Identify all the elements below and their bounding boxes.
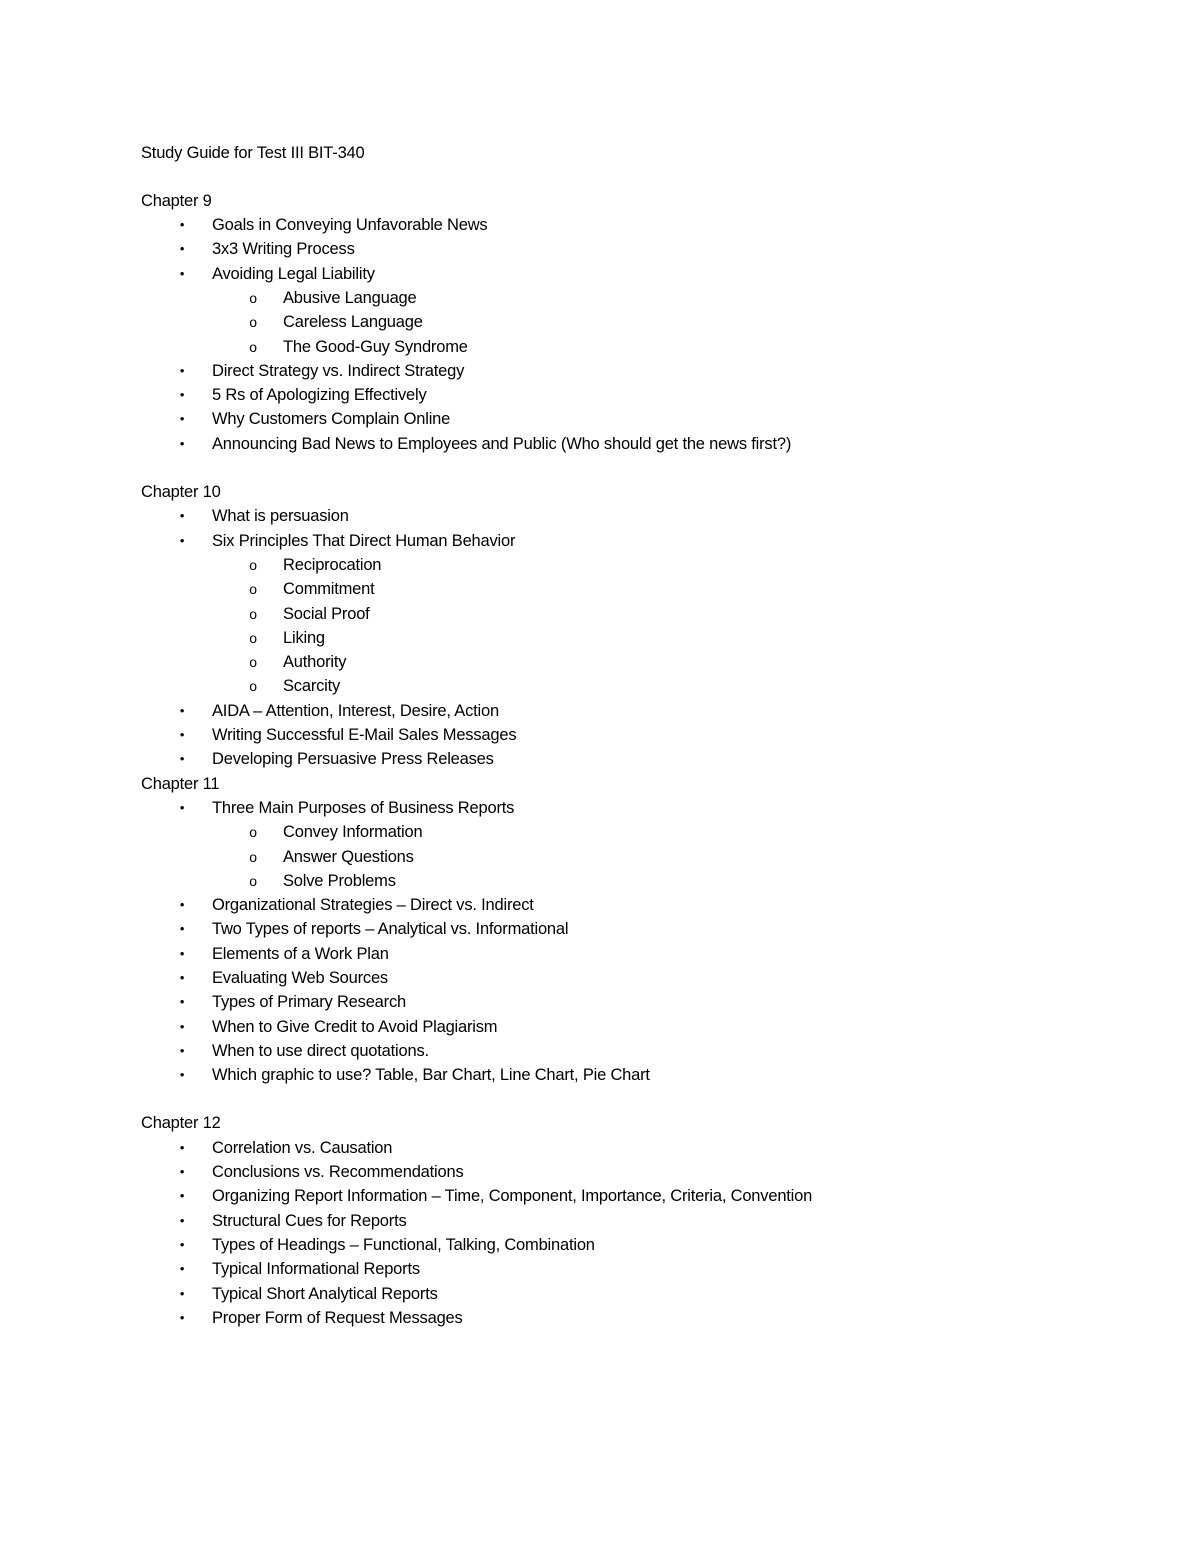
bullet-icon: • — [179, 1188, 185, 1204]
subtopic-item — [212, 820, 1101, 844]
topic-text: Goals in Conveying Unfavorable News — [212, 216, 488, 235]
topic-item — [141, 723, 1101, 747]
topic-item — [141, 1015, 1101, 1039]
subtopic-list — [212, 286, 1101, 359]
subtopic-list — [212, 553, 1101, 699]
chapter-heading: Chapter 12 — [141, 1114, 221, 1133]
topic-text: Evaluating Web Sources — [212, 969, 388, 987]
topic-item — [141, 432, 1101, 456]
topic-item — [141, 504, 1101, 528]
bullet-icon: • — [179, 751, 185, 767]
topic-text: Direct Strategy vs. Indirect Strategy — [212, 361, 465, 380]
bullet-icon: • — [179, 1164, 185, 1180]
bullet-icon: • — [179, 1261, 185, 1277]
bullet-icon: • — [179, 702, 185, 718]
topic-item — [141, 942, 1101, 966]
topic-text: Correlation vs. Causation — [212, 1138, 393, 1157]
topic-text: Elements of a Work Plan — [212, 944, 389, 963]
topic-text: Types of Headings – Functional, Talking, Combination — [212, 1235, 595, 1254]
topic-text: Writing Successful E-Mail Sales Messages — [212, 726, 517, 745]
topic-text: What is persuasion — [212, 507, 349, 526]
bullet-icon: • — [179, 897, 185, 913]
subtopic-text: Liking — [283, 628, 325, 647]
chapter-heading: Chapter 9 — [141, 191, 212, 210]
subtopic-list — [212, 820, 1101, 893]
document-page — [141, 141, 1101, 1330]
topic-list — [141, 1136, 1101, 1330]
topic-text: Organizing Report Information – Time, Component, Importance, Criteria, Convention — [212, 1187, 813, 1206]
topic-text: Proper Form of Request Messages — [212, 1308, 463, 1327]
subtopic-item — [212, 310, 1101, 334]
subtopic-text: Social Proof — [283, 604, 370, 623]
topic-text: Types of Primary Research — [212, 993, 406, 1012]
hollow-bullet-icon: o — [249, 678, 257, 695]
bullet-icon: • — [179, 508, 185, 524]
topic-text: When to use direct quotations. — [212, 1041, 429, 1060]
topic-item — [141, 1233, 1101, 1257]
topic-item — [141, 747, 1101, 771]
bullet-icon: • — [179, 241, 185, 257]
topic-text: AIDA – Attention, Interest, Desire, Action — [212, 701, 499, 720]
subtopic-text: The Good-Guy Syndrome — [283, 337, 468, 356]
topic-item — [141, 1039, 1101, 1063]
subtopic-item — [212, 577, 1101, 601]
topic-item — [141, 990, 1101, 1014]
subtopic-item — [212, 602, 1101, 626]
chapter-section — [141, 189, 1101, 456]
subtopic-text: Scarcity — [283, 677, 341, 696]
topic-list — [141, 213, 1101, 456]
bullet-icon: • — [179, 1042, 185, 1058]
bullet-icon: • — [179, 411, 185, 427]
bullet-icon: • — [179, 265, 185, 281]
subtopic-item — [212, 286, 1101, 310]
topic-text: 5 Rs of Apologizing Effectively — [212, 386, 427, 405]
hollow-bullet-icon: o — [249, 872, 257, 889]
topic-item — [141, 1160, 1101, 1184]
chapter-heading: Chapter 11 — [141, 774, 220, 793]
bullet-icon: • — [179, 970, 185, 985]
hollow-bullet-icon: o — [249, 654, 257, 671]
subtopic-text: Solve Problems — [283, 871, 396, 890]
subtopic-item — [212, 553, 1101, 577]
hollow-bullet-icon: o — [249, 824, 257, 841]
topic-text: Organizational Strategies – Direct vs. Indirect — [212, 896, 534, 915]
topic-text: Which graphic to use? Table, Bar Chart, Line Chart, Pie Chart — [212, 1066, 650, 1085]
bullet-icon: • — [179, 799, 185, 815]
topic-item — [141, 529, 1101, 699]
topic-item — [141, 407, 1101, 431]
topic-text: Two Types of reports – Analytical vs. Informational — [212, 920, 569, 939]
subtopic-item — [212, 869, 1101, 893]
bullet-icon: • — [179, 1309, 185, 1325]
subtopic-text: Abusive Language — [283, 288, 417, 307]
hollow-bullet-icon: o — [249, 629, 257, 646]
subtopic-text: Convey Information — [283, 823, 423, 842]
topic-item — [141, 796, 1101, 893]
bullet-icon: • — [179, 362, 185, 378]
topic-text: Why Customers Complain Online — [212, 410, 451, 429]
hollow-bullet-icon: o — [249, 338, 257, 355]
bullet-icon: • — [179, 1236, 185, 1252]
topic-item — [141, 1282, 1101, 1306]
bullet-icon: • — [179, 994, 185, 1010]
hollow-bullet-icon: o — [249, 289, 257, 306]
topic-text: Three Main Purposes of Business Reports — [212, 798, 515, 817]
topic-item — [141, 1306, 1101, 1330]
subtopic-text: Reciprocation — [283, 555, 382, 574]
bullet-icon: • — [179, 727, 185, 743]
bullet-icon: • — [179, 1018, 185, 1034]
subtopic-text: Authority — [283, 653, 347, 672]
hollow-bullet-icon: o — [249, 605, 257, 622]
topic-item — [141, 262, 1101, 359]
topic-item — [141, 237, 1101, 261]
bullet-icon: • — [179, 945, 185, 961]
topic-text: Announcing Bad News to Employees and Public (Who should get the news first?) — [212, 434, 792, 453]
topic-text: Typical Informational Reports — [212, 1260, 420, 1279]
hollow-bullet-icon: o — [249, 314, 257, 331]
topic-item — [141, 1209, 1101, 1233]
bullet-icon: • — [179, 1212, 185, 1228]
hollow-bullet-icon: o — [249, 848, 257, 865]
subtopic-item — [212, 335, 1101, 359]
topic-item — [141, 699, 1101, 723]
topic-item — [141, 1257, 1101, 1281]
chapter-section — [141, 1111, 1101, 1330]
bullet-icon: • — [179, 1139, 185, 1155]
topic-text: 3x3 Writing Process — [212, 240, 355, 259]
topic-item — [141, 966, 1101, 990]
topic-item — [141, 359, 1101, 383]
bullet-icon: • — [179, 1067, 185, 1083]
subtopic-text: Commitment — [283, 580, 375, 599]
topic-list — [141, 796, 1101, 1088]
topic-item — [141, 213, 1101, 237]
subtopic-item — [212, 674, 1101, 698]
bullet-icon: • — [179, 435, 185, 451]
topic-text: Developing Persuasive Press Releases — [212, 750, 494, 769]
chapter-section — [141, 772, 1101, 1088]
topic-text: Typical Short Analytical Reports — [212, 1284, 438, 1303]
chapter-section — [141, 480, 1101, 772]
chapters-container — [141, 189, 1101, 1330]
hollow-bullet-icon: o — [249, 581, 257, 598]
topic-item — [141, 1136, 1101, 1160]
topic-text: Conclusions vs. Recommendations — [212, 1163, 464, 1182]
subtopic-item — [212, 626, 1101, 650]
topic-text: Structural Cues for Reports — [212, 1211, 407, 1230]
subtopic-text: Careless Language — [283, 313, 423, 332]
document-title: Study Guide for Test III BIT-340 — [141, 144, 365, 162]
topic-text: Six Principles That Direct Human Behavior — [212, 531, 516, 550]
topic-item — [141, 383, 1101, 407]
bullet-icon: • — [179, 921, 185, 937]
bullet-icon: • — [179, 1285, 185, 1301]
bullet-icon: • — [179, 532, 185, 548]
bullet-icon: • — [179, 387, 185, 403]
topic-text: Avoiding Legal Liability — [212, 264, 375, 283]
topic-item — [141, 893, 1101, 917]
topic-text: When to Give Credit to Avoid Plagiarism — [212, 1017, 498, 1036]
bullet-icon: • — [179, 217, 185, 233]
topic-list — [141, 504, 1101, 771]
topic-item — [141, 1063, 1101, 1087]
hollow-bullet-icon: o — [249, 556, 257, 573]
subtopic-item — [212, 845, 1101, 869]
topic-item — [141, 1184, 1101, 1208]
chapter-heading: Chapter 10 — [141, 483, 221, 502]
subtopic-text: Answer Questions — [283, 847, 414, 866]
topic-item — [141, 917, 1101, 941]
subtopic-item — [212, 650, 1101, 674]
